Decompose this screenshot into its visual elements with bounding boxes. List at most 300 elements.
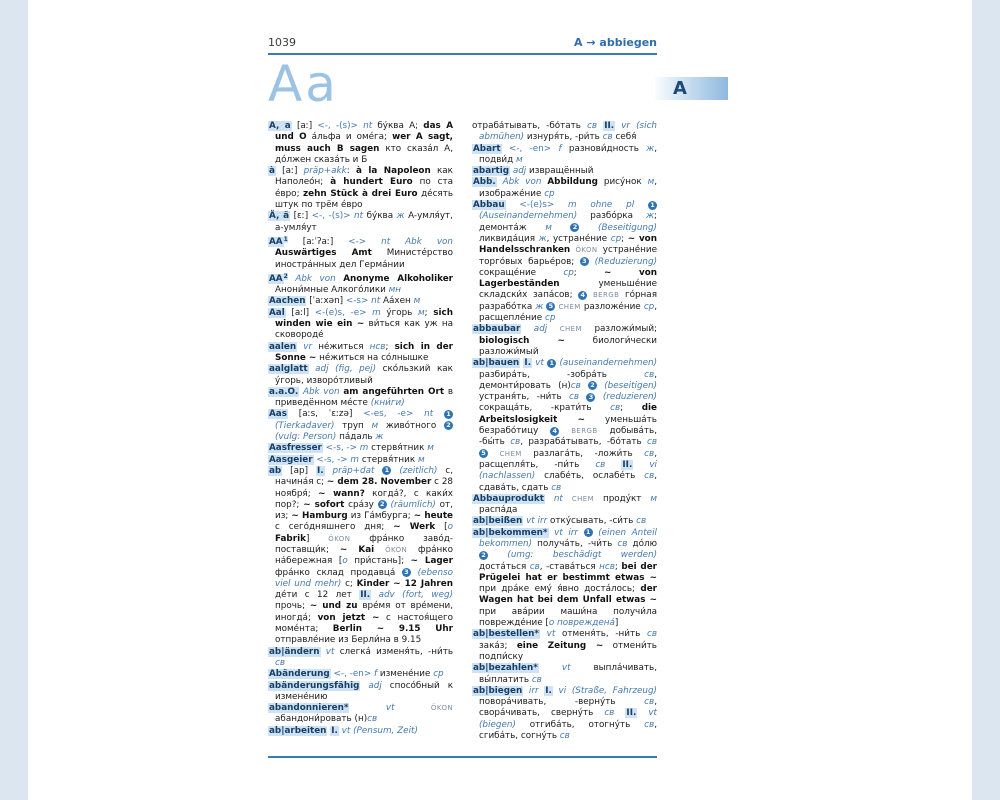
grammar-label: о xyxy=(342,556,348,567)
text xyxy=(579,392,586,402)
bold-phrase: Kinder ~ 12 Jahren xyxy=(356,578,453,589)
roman-numeral: II. xyxy=(626,708,637,719)
headword: Abb. xyxy=(473,177,496,188)
text: устране́ние торго́вых барье́ров; xyxy=(479,245,657,267)
headword: abandonnieren* xyxy=(269,703,349,714)
thumb-tab xyxy=(655,77,728,100)
grammar-label: adv (fort, weg) xyxy=(371,590,454,601)
sense-number: 1 xyxy=(584,528,593,537)
bold-phrase: Auswärtiges Amt xyxy=(275,248,372,259)
text: , расщепле́ние xyxy=(479,301,657,324)
headword: a.a.O. xyxy=(269,386,299,397)
grammar-label: (Tierkadaver) xyxy=(275,420,343,431)
sense-number: 4 xyxy=(578,291,587,300)
dictionary-entry xyxy=(268,455,453,466)
dictionary-entry xyxy=(268,669,453,680)
bold-phrase: von jetzt ~ xyxy=(317,612,380,623)
headword: Abbau xyxy=(473,200,505,211)
text: кто сказа́л A, до́лжен сказа́ть и Б xyxy=(275,143,453,165)
grammar-label: vi (Straße, Fahrzeug) xyxy=(552,685,657,696)
sense-number: 1 xyxy=(382,466,391,475)
grammar-label: м xyxy=(516,154,523,165)
text: биологи́чески разложи́мый xyxy=(479,335,657,357)
grammar-label: нсв xyxy=(599,561,615,572)
column-left xyxy=(268,121,453,763)
text: прочь; xyxy=(275,601,310,612)
dictionary-entry xyxy=(268,121,453,166)
text: от, из; xyxy=(275,499,453,522)
grammar-label: св xyxy=(569,392,580,403)
grammar-label: f xyxy=(551,143,569,154)
grammar-label: св xyxy=(644,471,655,482)
text: вре́мя от вре́мени, иногда́; xyxy=(275,601,454,623)
page-header xyxy=(268,36,657,55)
grammar-label: ж xyxy=(646,143,655,154)
bold-phrase: Fabrik xyxy=(275,533,306,544)
text: получа́ть, -чи́ть xyxy=(537,538,618,549)
text: распа́да xyxy=(479,505,518,516)
text: при́стань]; xyxy=(347,556,411,567)
headword: ab|bestellen* xyxy=(473,629,539,640)
grammar-label: св xyxy=(644,719,655,730)
text: разложи́мый; xyxy=(581,324,657,335)
dictionary-entry xyxy=(268,166,453,211)
grammar-label: (Beseitigung) xyxy=(579,222,657,233)
text: , подви́д xyxy=(479,143,657,165)
text: разнови́дность xyxy=(568,143,647,154)
roman-numeral: I. xyxy=(331,725,338,736)
dictionary-columns xyxy=(268,121,657,763)
text: уменьша́ть безрабо́тицу xyxy=(479,414,657,437)
dictionary-entry xyxy=(268,387,453,410)
text: устраня́ть, -ни́ть xyxy=(479,392,570,403)
text: уменьше́ние складски́х запа́сов; xyxy=(479,279,657,301)
grammar-label: nt xyxy=(357,121,378,131)
domain-label: ÖKON xyxy=(328,534,351,543)
text: ; xyxy=(424,307,434,318)
text: разлага́ть, -ложи́ть xyxy=(521,448,645,459)
dictionary-entry xyxy=(268,443,453,454)
grammar-label: св xyxy=(617,538,628,549)
grammar-label: (beseitigen) xyxy=(597,380,657,391)
grammar-label: vt irr xyxy=(548,527,584,538)
grammar-label: (vulg: Person) xyxy=(275,432,340,443)
text: себя́ xyxy=(612,132,637,143)
domain-label: CHEM xyxy=(499,449,522,458)
text: до́лю xyxy=(627,538,657,549)
text: добыва́ть, -бы́ть xyxy=(479,426,657,448)
grammar-label: (auseinandernehmen) xyxy=(556,358,657,369)
bold-phrase: ~ von Handelsschranken xyxy=(479,233,657,256)
dictionary-entry xyxy=(472,686,657,742)
headword: à xyxy=(269,166,275,177)
headword: Abart xyxy=(473,143,501,154)
roman-numeral: I. xyxy=(545,685,552,696)
grammar-label: nt xyxy=(544,493,572,504)
sense-number: 3 xyxy=(580,257,589,266)
dictionary-entry xyxy=(268,364,453,387)
domain-label: CHEM xyxy=(559,325,582,334)
morphology: <-, -(s)> xyxy=(311,211,351,222)
bold-phrase: ~ Kai xyxy=(339,544,375,555)
grammar-label: ж xyxy=(538,233,547,244)
bold-phrase: ~ dem 28. November xyxy=(326,477,432,488)
grammar-label: св xyxy=(595,459,606,470)
sense-number: 2 xyxy=(570,223,579,232)
grammar-label: св xyxy=(636,516,647,527)
text: [aːˈʔaː] xyxy=(287,236,349,247)
text: разложе́ние xyxy=(580,301,644,312)
text: как Наполео́н; xyxy=(275,166,453,188)
headword: Aasfresser xyxy=(269,443,322,454)
headword: Abänderung xyxy=(269,669,330,680)
text: отменя́ть, -ни́ть xyxy=(561,629,647,640)
text: ; xyxy=(573,267,605,278)
sense-number: 5 xyxy=(479,449,488,458)
grammar-label: vt (Pensum, Zeit) xyxy=(338,725,418,736)
sense-number: 4 xyxy=(550,427,559,436)
grammar-label: св xyxy=(510,437,521,448)
text: слегка́ изменя́ть, -ни́ть xyxy=(339,646,453,657)
headword: ab xyxy=(269,465,282,476)
grammar-label: ср xyxy=(643,301,655,312)
grammar-label: ср xyxy=(433,669,444,680)
morphology: <-, -en> xyxy=(330,669,372,680)
grammar-label: (Auseinandernehmen) xyxy=(479,211,591,222)
text: , -става́ться xyxy=(539,561,600,572)
grammar-label: св xyxy=(610,403,621,414)
dictionary-entry xyxy=(268,726,453,737)
text: [aː] xyxy=(275,166,304,177)
headword: Aasgeier xyxy=(269,454,313,465)
headword: ab|arbeiten xyxy=(269,725,327,736)
grammar-label: м xyxy=(418,307,425,318)
dictionary-entry xyxy=(472,166,657,177)
grammar-label: (zeitlich) xyxy=(391,465,446,476)
grammar-label: св xyxy=(644,448,655,459)
dictionary-entry xyxy=(472,516,657,527)
text: выпла́чивать, вы́платить xyxy=(479,663,657,685)
sense-number: 3 xyxy=(402,568,411,577)
page-content xyxy=(268,36,657,763)
text: извращённый xyxy=(529,166,594,177)
text: ликвида́ция xyxy=(479,233,539,244)
bold-phrase: à la Napoleon xyxy=(355,166,431,177)
grammar-label: vr (sich abmühen) xyxy=(479,121,657,143)
roman-numeral: II. xyxy=(622,459,633,470)
headword: ab|bauen xyxy=(473,358,520,369)
grammar-label: м xyxy=(413,296,421,307)
text: с 28 ноября́; xyxy=(275,477,454,499)
grammar-label: ж xyxy=(375,432,384,443)
grammar-label: nt xyxy=(413,409,445,420)
roman-numeral: II. xyxy=(360,590,371,601)
morphology: <-s> xyxy=(345,296,369,307)
text: а́льфа и оме́га; xyxy=(306,132,393,143)
section-letter-heading: Aa xyxy=(268,55,339,113)
grammar-label: (кни́ги) xyxy=(370,398,405,409)
text: , свора́чивать, сверну́ть xyxy=(479,697,657,719)
column-right xyxy=(472,121,657,763)
headword: Ä, ä xyxy=(269,211,290,222)
dictionary-entry xyxy=(472,121,657,144)
grammar-label: (räumlich) xyxy=(386,499,440,510)
dictionary-entry xyxy=(472,200,657,324)
bold-phrase: der Wagen hat bei dem Unfall etwas ~ xyxy=(479,584,657,606)
grammar-label: (ebenso viel und mehr) xyxy=(275,567,453,589)
text: у́горь xyxy=(386,307,419,318)
text xyxy=(552,223,571,233)
headword: Aas xyxy=(269,409,287,420)
grammar-label: ср xyxy=(544,313,556,324)
text: A-умля́ут, а-умля́ут xyxy=(275,211,453,233)
grammar-label: m xyxy=(366,307,387,318)
domain-label: ÖKON xyxy=(575,246,598,255)
text: с настоя́щего моме́нта; xyxy=(275,612,453,635)
text: ви́ться как уж на сковороде́ xyxy=(275,319,453,341)
text: , сгиба́ть, согну́ть xyxy=(479,719,657,742)
text: [aːl] xyxy=(285,307,315,318)
text: разбира́ть, -зобра́ть xyxy=(479,369,645,380)
grammar-label: adj (fig, pej) xyxy=(308,364,383,375)
grammar-label: m ohne pl xyxy=(554,200,648,211)
grammar-label: (Reduzierung) xyxy=(588,256,657,267)
sense-number: 2 xyxy=(444,421,453,430)
left-page-margin xyxy=(0,0,28,800)
grammar-label: св xyxy=(529,561,540,572)
grammar-label: nt Abk von xyxy=(366,236,453,247)
text: отгиба́ть, отогну́ть xyxy=(529,719,645,730)
headword: ab|bezahlen* xyxy=(473,663,538,674)
headword: ab|bekommen* xyxy=(473,527,548,538)
text: изнуря́ть, -ри́ть xyxy=(526,132,603,143)
sense-number: 1 xyxy=(648,201,657,210)
text: Министе́рство иностра́нных дел Герма́нии xyxy=(275,248,454,270)
dictionary-entry xyxy=(268,681,453,704)
text: [aːs, ˈɛːzə] xyxy=(287,409,364,420)
grammar-label: ж xyxy=(535,301,544,312)
text: ; xyxy=(621,233,628,244)
dictionary-entry xyxy=(472,324,657,358)
grammar-label: мн xyxy=(388,285,402,296)
text xyxy=(488,449,500,459)
bold-phrase: Berlin ~ 9.15 Uhr xyxy=(332,624,454,635)
bold-phrase: die Arbeitslosigkeit ~ xyxy=(479,403,657,425)
sense-number: 1 xyxy=(444,410,453,419)
dictionary-entry xyxy=(472,663,657,686)
text: в приведённом ме́сте xyxy=(275,386,453,409)
bold-phrase: eine Zeitung ~ xyxy=(516,640,604,651)
text: фра́нко заво́д-поставщи́к; xyxy=(275,533,453,555)
text: го́рная разрабо́тка xyxy=(479,290,657,312)
dictionary-entry xyxy=(472,494,657,517)
text: отраба́тывать, -бо́тать xyxy=(472,121,588,131)
dictionary-entry xyxy=(268,342,453,365)
grammar-label: м xyxy=(545,222,552,233)
roman-numeral: I. xyxy=(316,465,324,476)
grammar-label: vt xyxy=(349,703,431,714)
grammar-label: св xyxy=(531,674,542,685)
roman-numeral: II. xyxy=(604,121,615,131)
grammar-label: vt xyxy=(532,358,548,369)
right-page-margin xyxy=(972,0,1000,800)
sense-number: 2 xyxy=(479,551,488,560)
text: отправле́ние из Берли́на в 9.15 xyxy=(275,635,422,646)
bold-phrase: zehn Stück à drei Euro xyxy=(303,188,418,199)
text: стервя́тник xyxy=(371,443,428,454)
grammar-label: vt (biegen) xyxy=(479,708,657,730)
grammar-label: ср xyxy=(563,267,574,278)
text xyxy=(614,708,625,718)
grammar-label: m xyxy=(356,443,372,454)
domain-label: CHEM xyxy=(558,302,581,311)
grammar-label: св xyxy=(367,714,378,725)
text: живо́тного xyxy=(378,420,444,431)
domain-label: ÖKON xyxy=(385,545,408,554)
text: разбо́рка xyxy=(590,211,647,222)
dictionary-entry xyxy=(472,144,657,167)
grammar-label: Abk von xyxy=(299,386,344,397)
domain-label: CHEM xyxy=(571,494,595,503)
bold-phrase: ~ Hamburg xyxy=(291,511,348,522)
bold-phrase: ~ sofort xyxy=(303,499,345,510)
text: повора́чивать, -верну́ть xyxy=(479,697,645,708)
headword: A, a xyxy=(269,121,291,131)
grammar-label: св xyxy=(604,708,615,719)
headword: abänderungsfähig xyxy=(269,680,360,691)
text: ] xyxy=(305,533,329,544)
grammar-label: adj xyxy=(510,166,530,177)
text: , изображе́ние xyxy=(479,177,657,199)
headword-superscript: 1 xyxy=(283,235,288,243)
grammar-label: Abk von xyxy=(287,273,344,284)
headword: AA xyxy=(269,236,283,247)
headword: abbaubar xyxy=(473,324,521,335)
dictionary-entry xyxy=(268,234,453,271)
text: с; xyxy=(345,578,357,589)
bold-phrase: bei der Prügelei hat er bestimmt etwas ~ xyxy=(479,561,657,583)
text: фра́нко склад продавца́ xyxy=(275,567,402,578)
sense-number: 3 xyxy=(586,393,595,402)
bold-phrase: ~ von Lagerbeständen xyxy=(479,267,657,290)
text: проду́кт xyxy=(594,493,651,504)
headword: aalglatt xyxy=(269,364,308,375)
bold-phrase: Abbildung xyxy=(547,177,598,188)
sense-number: 2 xyxy=(588,381,597,390)
text: [ˈaːxən] xyxy=(306,296,346,307)
text xyxy=(559,426,571,436)
grammar-label: о повреждена́ xyxy=(548,618,615,629)
headword: AA xyxy=(269,273,283,284)
text: [ɛː] xyxy=(290,211,312,222)
text: [ap] xyxy=(282,465,316,476)
text: абандони́ровать (н) xyxy=(275,714,368,725)
grammar-label: m xyxy=(347,454,362,465)
grammar-label: ж xyxy=(396,211,405,222)
text: , расщепля́ть, -пи́ть xyxy=(479,448,657,470)
text: стервя́тник xyxy=(361,454,418,465)
text: па́даль xyxy=(339,432,376,443)
text: сокраще́ние xyxy=(479,267,564,278)
bold-phrase: ~ wann? xyxy=(318,488,365,499)
grammar-label: св xyxy=(275,657,286,668)
sense-number: 2 xyxy=(378,500,387,509)
grammar-label: adj xyxy=(360,680,390,691)
text: слабе́ть, ослабе́ть xyxy=(544,471,645,482)
headword: abartig xyxy=(473,166,510,177)
bold-phrase: ~ und zu xyxy=(309,601,358,612)
dictionary-entry xyxy=(268,466,453,647)
text: Аа́хен xyxy=(383,296,414,307)
text: [aː] xyxy=(291,121,318,131)
bold-phrase: ~ Werk xyxy=(393,522,436,533)
morphology: <-, -(s)> xyxy=(317,121,358,131)
grammar-label: adj xyxy=(521,324,560,335)
text: когда́?, с каки́х пор?; xyxy=(275,488,453,510)
text: с, начина́я с; xyxy=(275,465,453,488)
bold-phrase: ~ Lager xyxy=(410,556,453,567)
text: доста́ться xyxy=(479,561,530,572)
grammar-label: f xyxy=(371,669,380,680)
text: отмени́ть подпи́ску xyxy=(479,640,657,662)
grammar-label: м xyxy=(647,177,655,188)
guide-words: A → abbiegen xyxy=(574,36,657,49)
dictionary-entry xyxy=(268,296,453,307)
grammar-label: св xyxy=(646,629,657,640)
dictionary-entry xyxy=(268,211,453,234)
text: ; демонта́ж xyxy=(479,211,657,233)
bold-phrase: à hundert Euro xyxy=(330,177,413,188)
text: ] xyxy=(614,618,619,629)
morphology: <-> xyxy=(348,236,367,247)
text: с сего́дняшнего дня; xyxy=(275,522,394,533)
text: при дра́ке ему́ я́вно доста́лось; xyxy=(479,584,641,595)
text: из Га́мбурга; xyxy=(347,511,414,522)
grammar-label: ср xyxy=(544,188,555,199)
grammar-label: м xyxy=(427,443,434,454)
text: сокраща́ть, -крати́ть xyxy=(479,403,611,414)
text: , разраба́тывать, -бо́тать xyxy=(520,437,647,448)
text: бу́ква A; xyxy=(377,121,424,131)
text xyxy=(581,381,588,391)
morphology: <-, -en> xyxy=(501,143,552,154)
domain-label: BERGB xyxy=(571,427,598,436)
text: , устране́ние xyxy=(546,233,611,244)
bold-phrase: ~ heute xyxy=(413,511,453,522)
dictionary-entry xyxy=(472,358,657,494)
grammar-label: св xyxy=(602,132,613,143)
dictionary-entry xyxy=(268,271,453,297)
text: отку́сывать, -си́ть xyxy=(550,516,637,527)
text: Анони́мные Алкого́лики xyxy=(275,285,389,296)
grammar-label: nt xyxy=(368,296,384,307)
text: при ава́рии маши́на получи́ла поврежде́ние [ xyxy=(479,606,657,629)
text: спосо́бный к измене́нию xyxy=(275,680,454,702)
text: ско́льзкий как у́горь, изворо́тливый xyxy=(275,364,453,386)
grammar-label: (einen Anteil bekommen) xyxy=(479,527,657,549)
grammar-label: св xyxy=(644,369,655,380)
page-number: 1039 xyxy=(268,36,296,49)
text: де́ти с 12 лет xyxy=(275,590,360,601)
text: не́житься xyxy=(318,341,370,352)
grammar-label: Abk von xyxy=(496,177,548,188)
headword: ab|biegen xyxy=(473,685,523,696)
grammar-label: irr xyxy=(523,685,545,696)
sense-number: 1 xyxy=(547,359,556,368)
grammar-label: o xyxy=(447,522,453,533)
domain-label: BERGB xyxy=(592,291,620,300)
grammar-label: м xyxy=(650,493,657,504)
